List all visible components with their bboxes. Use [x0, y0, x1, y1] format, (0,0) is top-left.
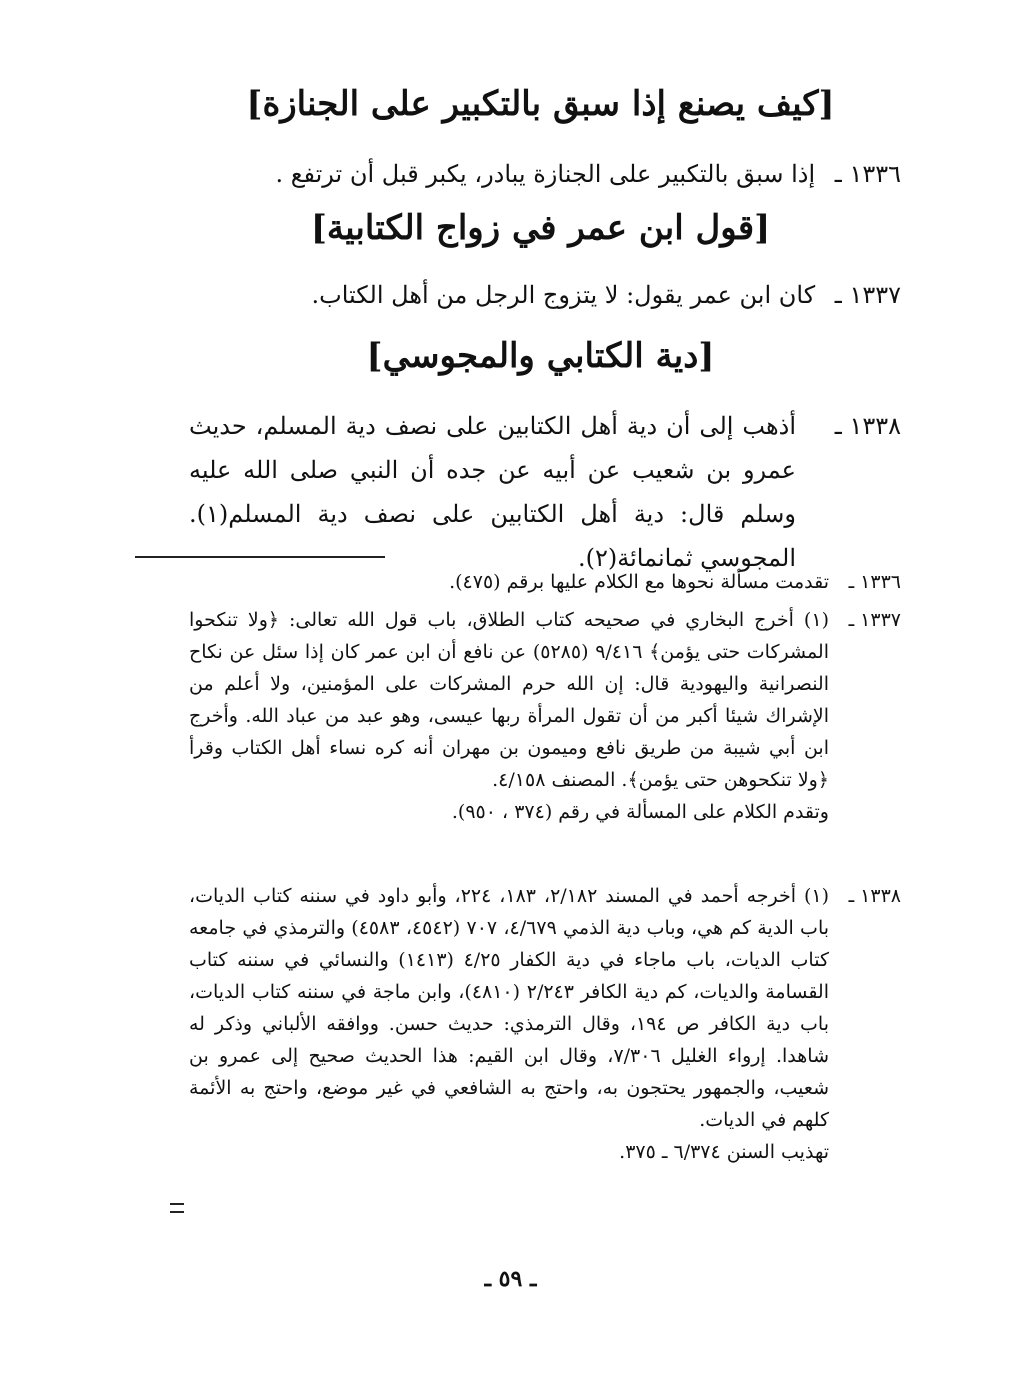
- footnote-extra: وتقدم الكلام على المسألة في رقم (٣٧٤ ، ٩٥٠).: [451, 801, 829, 823]
- entry-text: إذا سبق بالتكبير على الجنازة يبادر، يكبر قبل أن ترتفع .: [275, 160, 816, 188]
- footnote-1336: [189, 566, 901, 598]
- footnote-1337: [189, 604, 901, 828]
- entry-number: ١٣٣٨ ـ: [834, 412, 901, 440]
- heading-funeral-takbir: [كيف يصنع إذا سبق بالتكبير على الجنازة]: [246, 84, 835, 124]
- footnote-separator: [135, 556, 385, 558]
- entry-1337: [312, 276, 902, 314]
- heading-ibn-umar-marriage: [قول ابن عمر في زواج الكتابية]: [310, 208, 771, 248]
- footnote-text: (١) أخرج البخاري في صحيحه كتاب الطلاق، باب قول الله تعالى: ﴿ولا تنكحوا المشركات حتى يؤمن﴾ ٩/٤١٦ (٥٢٨٥) عن نافع أن ابن عمر كان إذا سئل عن نكاح النصرانية واليهودية قال: إن الله حرم المشركات على المؤمنين، ولا أعلم من الإشراك شيئا أكبر من أن تقول المرأة ربها عيسى، وهو عبد من عباد الله. وأخرج ابن أبي شيبة من طريق نافع وميمون بن مهران أنه كره نساء أهل الكتاب وقرأ ﴿ولا تنكحوهن حتى يؤمن﴾. المصنف ٤/١٥٨.: [189, 609, 829, 791]
- entry-number: ١٣٣٧ ـ: [834, 281, 901, 309]
- entry-text: كان ابن عمر يقول: لا يتزوج الرجل من أهل الكتاب.: [311, 281, 816, 309]
- entry-1338: [189, 404, 901, 580]
- footnote-number: ١٣٣٨ ـ: [848, 885, 901, 907]
- footnote-number: ١٣٣٦ ـ: [848, 571, 901, 593]
- footnote-extra: تهذيب السنن ٦/٣٧٤ ـ ٣٧٥.: [619, 1141, 829, 1163]
- margin-mark: [170, 1203, 184, 1213]
- page-number: ـ ٥٩ ـ: [484, 1266, 537, 1292]
- footnote-1338: [189, 880, 901, 1168]
- heading-diya-kitabi-majusi: [دية الكتابي والمجوسي]: [366, 336, 715, 376]
- footnote-number: ١٣٣٧ ـ: [848, 609, 901, 631]
- footnote-text: (١) أخرجه أحمد في المسند ٢/١٨٢، ١٨٣، ٢٢٤، وأبو داود في سننه كتاب الديات، باب الدية كم هي، وباب دية الذمي ٤/٦٧٩، ٧٠٧ (٤٥٤٢، ٤٥٨٣) والترمذي في جامعه كتاب الديات، باب ماجاء في دية الكفار ٤/٢٥ (١٤١٣) والنسائي في سننه كتاب القسامة والديات، كم دية الكافر ٢/٢٤٣ (٤٨١٠)، وابن ماجة في سننه كتاب الديات، باب دية الكافر ص ١٩٤، وقال الترمذي: حديث حسن. ووافقه الألباني وذكر له شاهدا. إرواء الغليل ٧/٣٠٦، وقال ابن القيم: هذا الحديث صحيح إلى عمرو بن شعيب، والجمهور يحتجون به، واحتج به الشافعي في غير موضع، واحتج به الأئمة كلهم في الديات.: [189, 885, 830, 1131]
- entry-text: أذهب إلى أن دية أهل الكتابين على نصف دية المسلم، حديث عمرو بن شعيب عن أبيه عن جده أن النبي صلى الله عليه وسلم قال: دية أهل الكتابين على نصف دية المسلم(١). المجوسي ثمانمائة(٢).: [189, 412, 796, 572]
- entry-1336: [275, 155, 901, 193]
- entry-number: ١٣٣٦ ـ: [834, 160, 901, 188]
- footnote-text: تقدمت مسألة نحوها مع الكلام عليها برقم (٤٧٥).: [449, 571, 829, 593]
